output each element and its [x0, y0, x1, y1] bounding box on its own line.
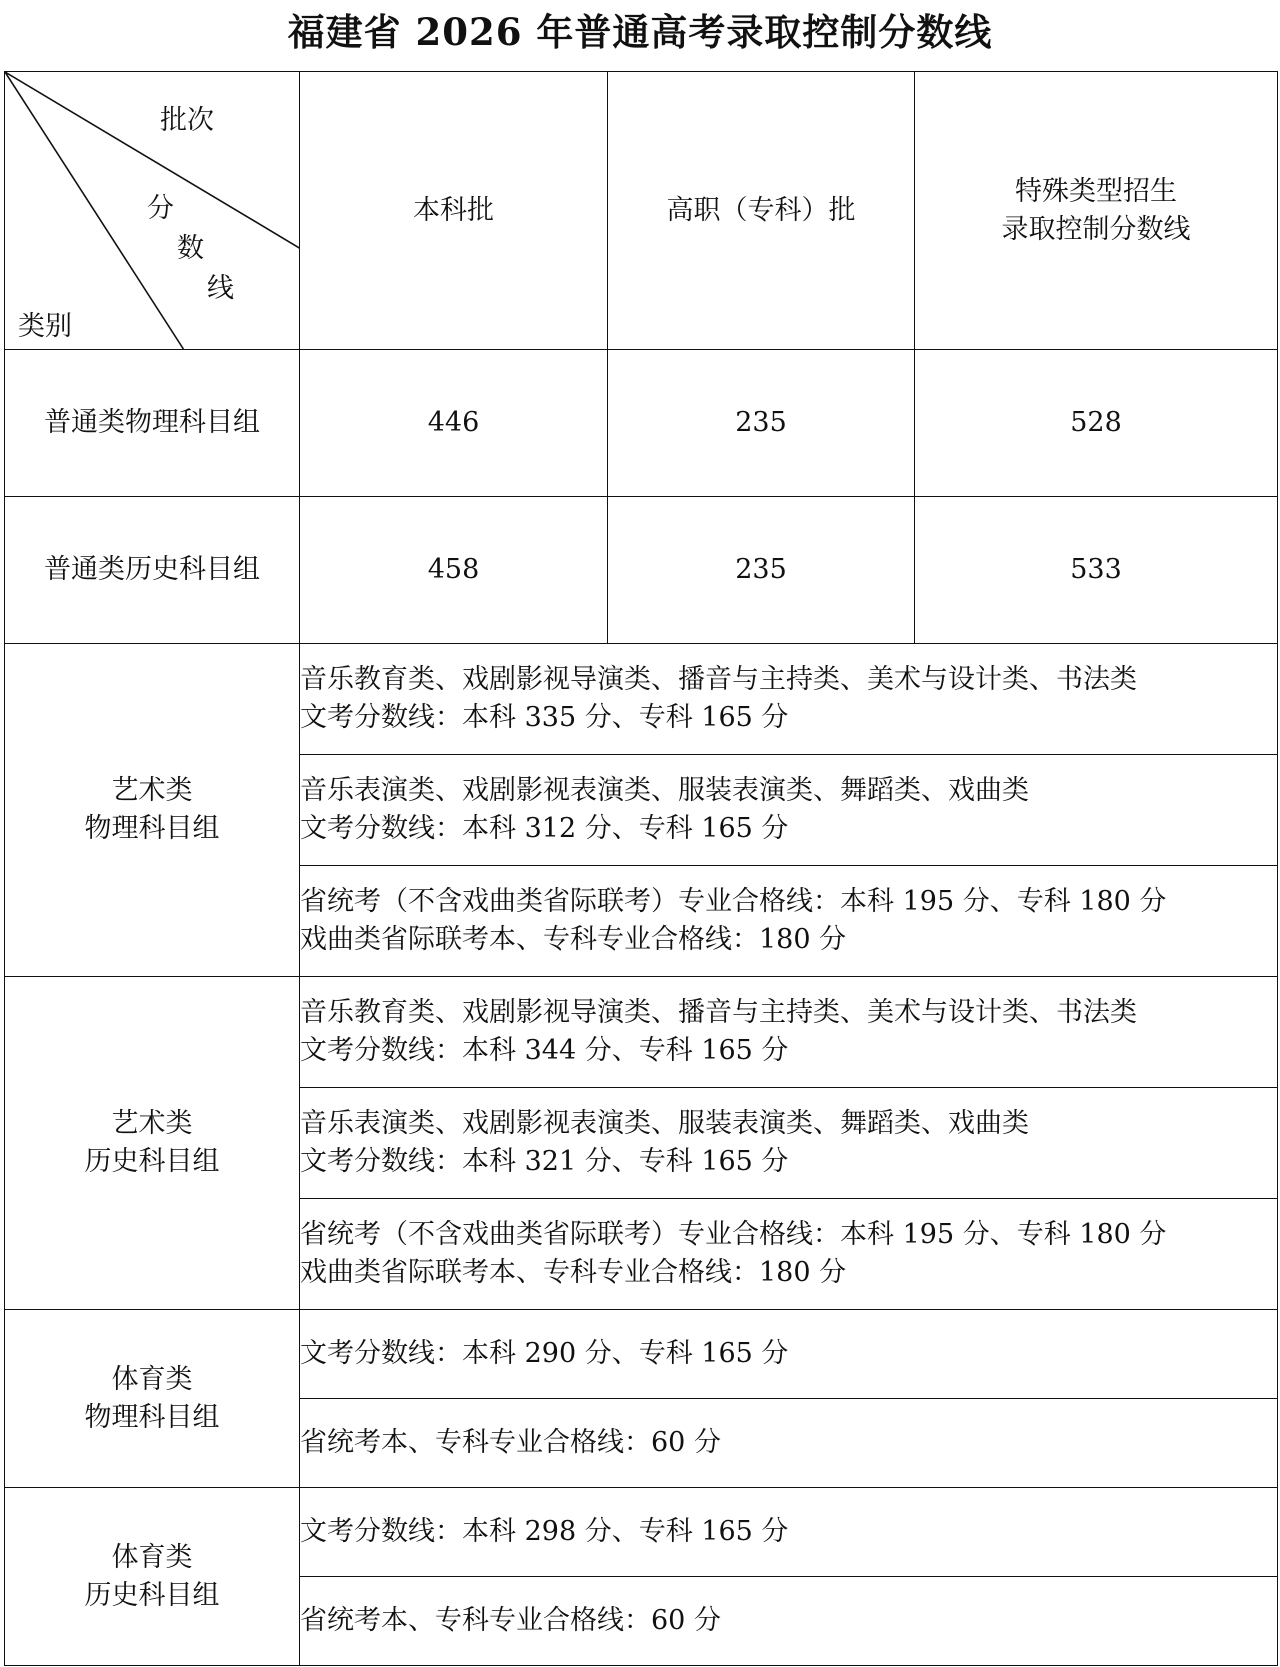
- detail-cell: [300, 977, 1278, 1088]
- art-history-label: [5, 977, 300, 1310]
- header-row: [5, 72, 1278, 350]
- page-title: 福建省 2026 年普通高考录取控制分数线: [287, 10, 993, 54]
- diagonal-header-cell: [5, 72, 300, 350]
- detail-cell: 文考分数线：本科 298 分、专科 165 分: [300, 1488, 1278, 1577]
- table-row: [5, 977, 1278, 1088]
- detail-line1: 省统考（不含戏曲类省际联考）专业合格线：本科 195 分、专科 180 分: [300, 1219, 1167, 1250]
- detail-cell: [300, 1088, 1278, 1199]
- detail-cell: [300, 755, 1278, 866]
- special-score: 528: [915, 350, 1278, 497]
- vocational-score: 235: [608, 497, 915, 644]
- detail-line1: 音乐表演类、戏剧影视表演类、服装表演类、舞蹈类、戏曲类: [300, 1108, 1029, 1139]
- score-table: [4, 71, 1278, 1666]
- undergrad-score: 458: [300, 497, 608, 644]
- detail-line2: 戏曲类省际联考本、专科专业合格线：180 分: [300, 1257, 847, 1288]
- row-category: 普通类物理科目组: [5, 350, 300, 497]
- undergrad-score: 446: [300, 350, 608, 497]
- detail-line1: 音乐表演类、戏剧影视表演类、服装表演类、舞蹈类、戏曲类: [300, 775, 1029, 806]
- header-undergrad: 本科批: [300, 72, 608, 350]
- art-physics-label-line2: 物理科目组: [84, 813, 220, 844]
- corner-score-char-2: 数: [177, 233, 204, 264]
- special-score: 533: [915, 497, 1278, 644]
- detail-cell: 文考分数线：本科 290 分、专科 165 分: [300, 1310, 1278, 1399]
- table-row: [5, 644, 1278, 755]
- pe-physics-label-line1: 体育类: [111, 1363, 193, 1395]
- art-history-label-line1: 艺术类: [111, 1108, 193, 1139]
- table-row: [5, 1310, 1278, 1399]
- detail-line2: 文考分数线：本科 344 分、专科 165 分: [300, 1035, 789, 1066]
- detail-cell: [300, 866, 1278, 977]
- header-vocational: 高职（专科）批: [608, 72, 915, 350]
- art-history-label-line2: 历史科目组: [84, 1146, 220, 1177]
- detail-cell: 省统考本、专科专业合格线：60 分: [300, 1577, 1278, 1666]
- table-row: [5, 350, 1278, 497]
- row-category: 普通类历史科目组: [5, 497, 300, 644]
- detail-line2: 文考分数线：本科 321 分、专科 165 分: [300, 1146, 789, 1177]
- pe-physics-label-line2: 物理科目组: [84, 1401, 220, 1433]
- detail-cell: [300, 644, 1278, 755]
- art-physics-label-line1: 艺术类: [111, 775, 193, 806]
- vocational-score: 235: [608, 350, 915, 497]
- header-special-line1: 特殊类型招生: [1015, 175, 1177, 207]
- pe-history-label-line2: 历史科目组: [84, 1579, 220, 1611]
- corner-batch-label: 批次: [160, 105, 214, 136]
- detail-line2: 文考分数线：本科 335 分、专科 165 分: [300, 702, 789, 733]
- table-row: [5, 497, 1278, 644]
- corner-score-char-1: 分: [147, 193, 174, 224]
- table-row: [5, 1488, 1278, 1577]
- corner-category-label: 类别: [18, 311, 72, 342]
- header-special-line2: 录取控制分数线: [1001, 213, 1191, 245]
- detail-line2: 戏曲类省际联考本、专科专业合格线：180 分: [300, 924, 847, 955]
- corner-score-char-3: 线: [207, 273, 234, 304]
- detail-line2: 文考分数线：本科 312 分、专科 165 分: [300, 813, 789, 844]
- pe-history-label: [5, 1488, 300, 1666]
- pe-history-label-line1: 体育类: [111, 1541, 193, 1573]
- pe-physics-label: [5, 1310, 300, 1488]
- detail-line1: 省统考（不含戏曲类省际联考）专业合格线：本科 195 分、专科 180 分: [300, 886, 1167, 917]
- header-special: [915, 72, 1278, 350]
- detail-line1: 音乐教育类、戏剧影视导演类、播音与主持类、美术与设计类、书法类: [300, 997, 1137, 1028]
- detail-cell: 省统考本、专科专业合格线：60 分: [300, 1399, 1278, 1488]
- detail-line1: 音乐教育类、戏剧影视导演类、播音与主持类、美术与设计类、书法类: [300, 664, 1137, 695]
- art-physics-label: [5, 644, 300, 977]
- detail-cell: [300, 1199, 1278, 1310]
